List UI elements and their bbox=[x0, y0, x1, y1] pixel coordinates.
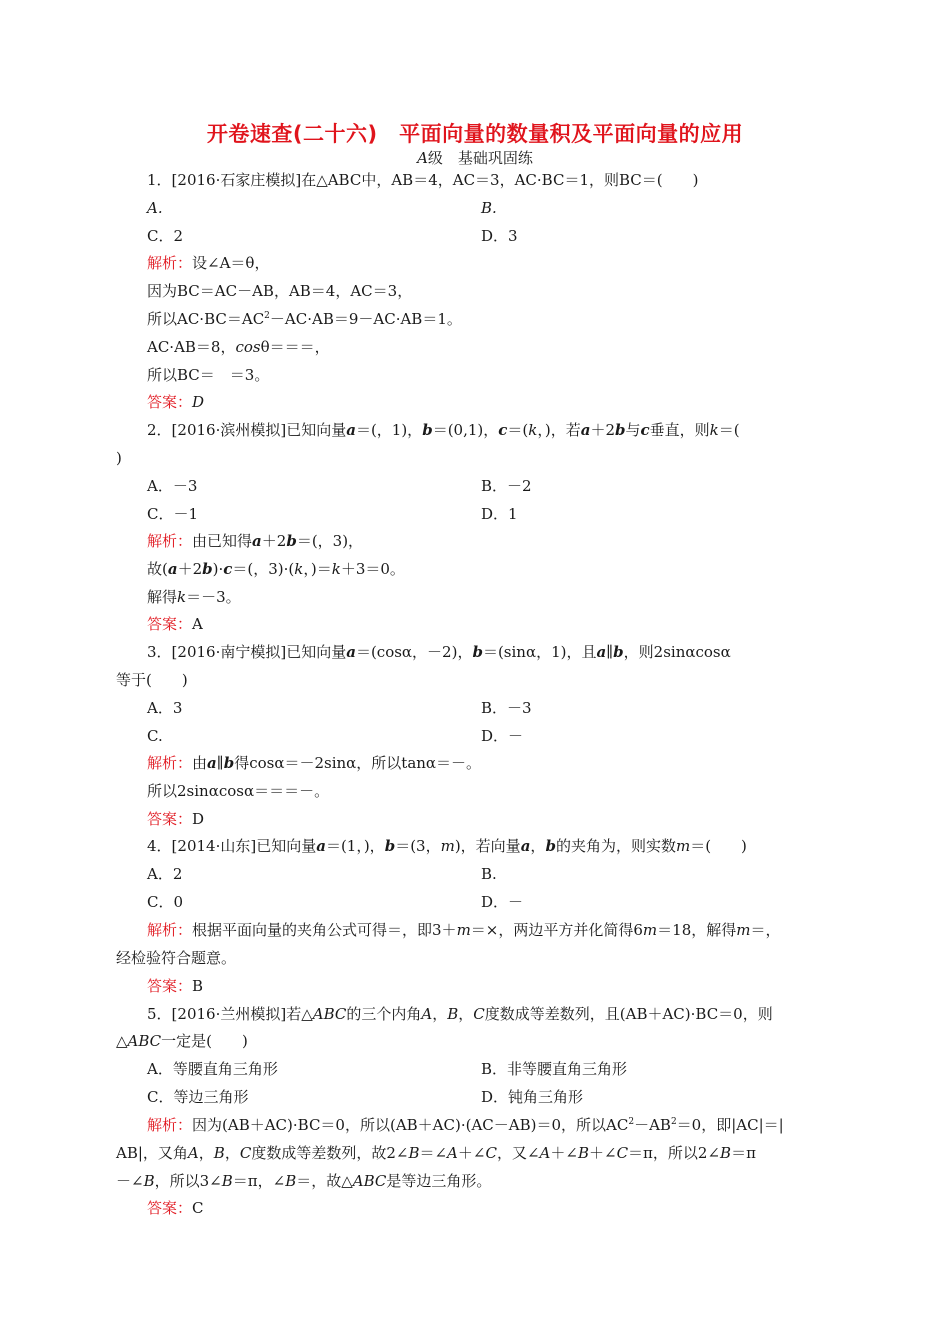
q3-answer: 答案：D bbox=[147, 810, 205, 828]
q2-option-c: C．－1 bbox=[147, 505, 199, 523]
q5-answer: 答案：C bbox=[147, 1199, 204, 1217]
analysis-label: 解析： bbox=[147, 1116, 193, 1134]
q4-option-a: A．2 bbox=[147, 865, 183, 883]
q4-answer: 答案：B bbox=[147, 977, 204, 995]
q3-analysis-line: 解析：由a∥b得cosα＝－2sinα，所以tanα＝－。 bbox=[147, 754, 482, 772]
q5-stem: 5．[2016·兰州模拟]若△ABC的三个内角A，B，C度数成等差数列，且(AB＋AC)·BC＝0，则 bbox=[147, 1005, 773, 1023]
q3-stem: 3．[2016·南宁模拟]已知向量a＝(cosα，－2)，b＝(sinα，1)，且a∥b，则2sinαcosα bbox=[147, 643, 731, 661]
q5-analysis-line: －∠B，所以3∠B＝π，∠B＝，故△ABC是等边三角形。 bbox=[116, 1172, 492, 1190]
q4-option-c: C．0 bbox=[147, 893, 184, 911]
q1-analysis-line: 因为BC＝AC－AB，AB＝4，AC＝3， bbox=[147, 282, 413, 300]
q4-stem: 4．[2014·山东]已知向量a＝(1，)，b＝(3，m)，若向量a，b的夹角为，则实数m＝( ) bbox=[147, 837, 747, 855]
q3-option-a: A．3 bbox=[147, 699, 183, 717]
q3-stem-cont: 等于( ) bbox=[116, 671, 188, 689]
q1-analysis-line: 所以BC＝ ＝3。 bbox=[147, 366, 270, 384]
q5-option-b: B．非等腰直角三角形 bbox=[481, 1060, 628, 1078]
q3-option-d: D．－ bbox=[481, 727, 524, 745]
q1-option-a: A. bbox=[147, 199, 163, 217]
analysis-label: 解析： bbox=[147, 532, 193, 550]
answer-label: 答案： bbox=[147, 393, 193, 411]
answer-label: 答案： bbox=[147, 1199, 193, 1217]
q1-option-b: B. bbox=[481, 199, 497, 217]
analysis-label: 解析： bbox=[147, 754, 193, 772]
q2-stem-cont: ) bbox=[116, 449, 122, 467]
level-text: 级 基础巩固练 bbox=[427, 149, 533, 167]
q5-analysis-line: 解析：因为(AB＋AC)·BC＝0，所以(AB＋AC)·(AC－AB)＝0，所以$AC^2-AB^2=0$，即|AC|＝| bbox=[147, 1116, 784, 1134]
q2-analysis-line: 故(a＋2b)·c＝(，3)·(k，)＝k＋3＝0。 bbox=[147, 560, 405, 578]
q4-option-b: B. bbox=[481, 865, 497, 883]
q5-option-a: A．等腰直角三角形 bbox=[147, 1060, 278, 1078]
q2-analysis-line: 解析：由已知得a＋2b＝(，3)， bbox=[147, 532, 364, 550]
q2-answer: 答案：A bbox=[147, 615, 203, 633]
q2-analysis-line: 解得k＝－3。 bbox=[147, 588, 241, 606]
q1-analysis-line: 解析：设∠A＝θ， bbox=[147, 254, 270, 272]
q2-stem: 2．[2016·滨州模拟]已知向量a＝(，1)，b＝(0,1)，c＝(k，)，若a＋2b与c垂直，则k＝( bbox=[147, 421, 740, 439]
q5-analysis-line: AB|，又角A，B，C度数成等差数列，故2∠B＝∠A＋∠C，又∠A＋∠B＋∠C＝π，所以2∠B＝π bbox=[116, 1144, 756, 1162]
q5-option-c: C．等边三角形 bbox=[147, 1088, 249, 1106]
level-subtitle bbox=[0, 147, 950, 168]
q1-stem: 1．[2016·石家庄模拟]在△ABC中，AB＝4，AC＝3，AC·BC＝1，则BC＝( ) bbox=[147, 171, 699, 189]
q2-option-a: A．－3 bbox=[147, 477, 198, 495]
analysis-label: 解析： bbox=[147, 254, 193, 272]
q1-option-c: C．2 bbox=[147, 227, 184, 245]
answer-label: 答案： bbox=[147, 810, 193, 828]
q2-option-d: D．1 bbox=[481, 505, 518, 523]
answer-label: 答案： bbox=[147, 615, 193, 633]
q1-option-d: D．3 bbox=[481, 227, 518, 245]
q2-option-b: B．－2 bbox=[481, 477, 532, 495]
analysis-label: 解析： bbox=[147, 921, 193, 939]
q1-answer: 答案：D bbox=[147, 393, 205, 411]
q3-option-c: C. bbox=[147, 727, 163, 745]
level-letter: A bbox=[417, 149, 428, 167]
answer-label: 答案： bbox=[147, 977, 193, 995]
q3-analysis-line: 所以2sinαcosα＝＝＝－。 bbox=[147, 782, 330, 800]
q4-analysis-line: 经检验符合题意。 bbox=[116, 949, 237, 967]
q5-option-d: D．钝角三角形 bbox=[481, 1088, 584, 1106]
q4-option-d: D．－ bbox=[481, 893, 524, 911]
page-title: 开卷速查(二十六) 平面向量的数量积及平面向量的应用 bbox=[206, 122, 744, 146]
q5-stem-cont: △ABC一定是( ) bbox=[116, 1032, 248, 1050]
q1-analysis-line: 所以$AC\cdot BC=AC^2-AC\cdot AB=9-AC\cdot AB=1$。 bbox=[147, 310, 462, 328]
q3-option-b: B．－3 bbox=[481, 699, 532, 717]
q4-analysis-line: 解析：根据平面向量的夹角公式可得＝，即3＋m＝×，两边平方并化简得6m＝18，解得m＝， bbox=[147, 921, 781, 939]
q1-analysis-line: AC·AB＝8，cosθ＝＝＝， bbox=[147, 338, 330, 356]
